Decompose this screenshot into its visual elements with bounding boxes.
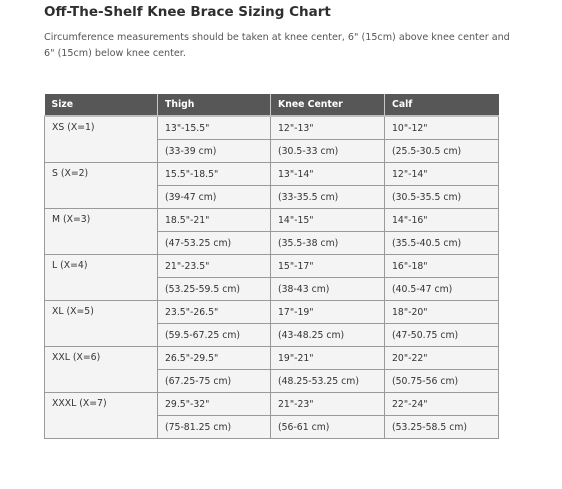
knee-cm: (56-61 cm) xyxy=(271,416,385,439)
knee-inches: 12"-13" xyxy=(271,116,385,140)
calf-inches: 12"-14" xyxy=(385,163,499,186)
size-cell: XS (X=1) xyxy=(45,116,158,163)
calf-inches: 16"-18" xyxy=(385,255,499,278)
calf-cm: (53.25-58.5 cm) xyxy=(385,416,499,439)
thigh-inches: 15.5"-18.5" xyxy=(158,163,271,186)
thigh-inches: 26.5"-29.5" xyxy=(158,347,271,370)
calf-cm: (35.5-40.5 cm) xyxy=(385,232,499,255)
table-row xyxy=(45,163,499,186)
thigh-inches: 23.5"-26.5" xyxy=(158,301,271,324)
knee-inches: 15"-17" xyxy=(271,255,385,278)
page-title: Off-The-Shelf Knee Brace Sizing Chart xyxy=(44,4,331,20)
calf-cm: (47-50.75 cm) xyxy=(385,324,499,347)
thigh-cm: (75-81.25 cm) xyxy=(158,416,271,439)
table-row xyxy=(45,347,499,370)
table-row xyxy=(45,116,499,140)
thigh-inches: 18.5"-21" xyxy=(158,209,271,232)
thigh-cm: (67.25-75 cm) xyxy=(158,370,271,393)
size-cell: S (X=2) xyxy=(45,163,158,209)
knee-inches: 14"-15" xyxy=(271,209,385,232)
knee-cm: (38-43 cm) xyxy=(271,278,385,301)
size-cell: XXXL (X=7) xyxy=(45,393,158,439)
calf-inches: 18"-20" xyxy=(385,301,499,324)
thigh-inches: 29.5"-32" xyxy=(158,393,271,416)
knee-cm: (33-35.5 cm) xyxy=(271,186,385,209)
header-size: Size xyxy=(45,94,158,116)
knee-inches: 21"-23" xyxy=(271,393,385,416)
size-cell: XXL (X=6) xyxy=(45,347,158,393)
table-row xyxy=(45,209,499,232)
sizing-table xyxy=(44,94,499,439)
calf-inches: 14"-16" xyxy=(385,209,499,232)
knee-cm: (30.5-33 cm) xyxy=(271,140,385,163)
calf-inches: 20"-22" xyxy=(385,347,499,370)
thigh-cm: (59.5-67.25 cm) xyxy=(158,324,271,347)
measurement-instructions: Circumference measurements should be taken at knee center, 6" (15cm) above knee center and 6" (15cm) below knee center. xyxy=(44,32,510,59)
header-thigh: Thigh xyxy=(158,94,271,116)
thigh-cm: (47-53.25 cm) xyxy=(158,232,271,255)
header-knee-center: Knee Center xyxy=(271,94,385,116)
knee-inches: 13"-14" xyxy=(271,163,385,186)
thigh-cm: (39-47 cm) xyxy=(158,186,271,209)
thigh-inches: 21"-23.5" xyxy=(158,255,271,278)
calf-cm: (40.5-47 cm) xyxy=(385,278,499,301)
thigh-inches: 13"-15.5" xyxy=(158,116,271,140)
thigh-cm: (53.25-59.5 cm) xyxy=(158,278,271,301)
calf-cm: (50.75-56 cm) xyxy=(385,370,499,393)
thigh-cm: (33-39 cm) xyxy=(158,140,271,163)
knee-inches: 19"-21" xyxy=(271,347,385,370)
table-row xyxy=(45,255,499,278)
calf-inches: 22"-24" xyxy=(385,393,499,416)
knee-inches: 17"-19" xyxy=(271,301,385,324)
knee-cm: (35.5-38 cm) xyxy=(271,232,385,255)
table-row xyxy=(45,301,499,324)
calf-cm: (25.5-30.5 cm) xyxy=(385,140,499,163)
size-cell: M (X=3) xyxy=(45,209,158,255)
size-cell: XL (X=5) xyxy=(45,301,158,347)
knee-cm: (48.25-53.25 cm) xyxy=(271,370,385,393)
table-row xyxy=(45,393,499,416)
calf-cm: (30.5-35.5 cm) xyxy=(385,186,499,209)
knee-cm: (43-48.25 cm) xyxy=(271,324,385,347)
table-header-row xyxy=(45,94,499,116)
size-cell: L (X=4) xyxy=(45,255,158,301)
calf-inches: 10"-12" xyxy=(385,116,499,140)
header-calf: Calf xyxy=(385,94,499,116)
